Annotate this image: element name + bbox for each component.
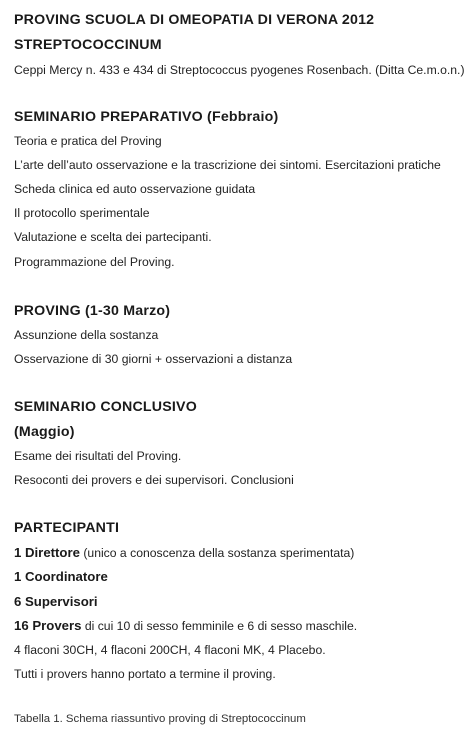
list-item: Il protocollo sperimentale bbox=[14, 206, 150, 220]
participant-role: 1 Coordinatore bbox=[14, 569, 108, 584]
table-caption: Tabella 1. Schema riassuntivo proving di Streptococcinum bbox=[14, 713, 306, 725]
participant-role: 6 Supervisori bbox=[14, 594, 98, 609]
participant-entry bbox=[14, 594, 98, 609]
participant-detail: di cui 10 di sesso femminile e 6 di sesso maschile. bbox=[81, 619, 358, 633]
list-item: Teoria e pratica del Proving bbox=[14, 134, 162, 148]
document-title: PROVING SCUOLA DI OMEOPATIA DI VERONA 2012 bbox=[14, 12, 375, 28]
document-subtitle: STREPTOCOCCINUM bbox=[14, 37, 162, 53]
list-item: Resoconti dei provers e dei supervisori. Conclusioni bbox=[14, 473, 294, 487]
section-heading-partecipanti: PARTECIPANTI bbox=[14, 520, 120, 536]
list-item: Osservazione di 30 giorni + osservazioni a distanza bbox=[14, 352, 293, 366]
intro-text: Ceppi Mercy n. 433 e 434 di Streptococcus pyogenes Rosenbach. (Ditta Ce.m.o.n.) bbox=[14, 63, 465, 77]
list-item: Programmazione del Proving. bbox=[14, 255, 175, 269]
section-heading-date: (Maggio) bbox=[14, 424, 75, 440]
list-item: Valutazione e scelta dei partecipanti. bbox=[14, 230, 212, 244]
list-item: L’arte dell’auto osservazione e la trascrizione dei sintomi. Esercitazioni pratiche bbox=[14, 158, 441, 172]
section-heading-preparativo: SEMINARIO PREPARATIVO (Febbraio) bbox=[14, 109, 279, 125]
list-item: Esame dei risultati del Proving. bbox=[14, 449, 182, 463]
participant-role: 1 Direttore bbox=[14, 545, 80, 560]
participant-role: 16 Provers bbox=[14, 618, 82, 633]
section-heading-proving: PROVING (1-30 Marzo) bbox=[14, 303, 171, 319]
participant-entry bbox=[14, 618, 357, 633]
participant-entry bbox=[14, 569, 108, 584]
participant-entry bbox=[14, 545, 354, 560]
list-item: Scheda clinica ed auto osservazione guidata bbox=[14, 182, 256, 196]
list-item: Assunzione della sostanza bbox=[14, 328, 159, 342]
list-item: Tutti i provers hanno portato a termine il proving. bbox=[14, 667, 276, 681]
section-heading-conclusivo: SEMINARIO CONCLUSIVO bbox=[14, 399, 197, 415]
participant-detail: (unico a conoscenza della sostanza sperimentata) bbox=[79, 546, 355, 560]
list-item: 4 flaconi 30CH, 4 flaconi 200CH, 4 flaconi MK, 4 Placebo. bbox=[14, 643, 326, 657]
